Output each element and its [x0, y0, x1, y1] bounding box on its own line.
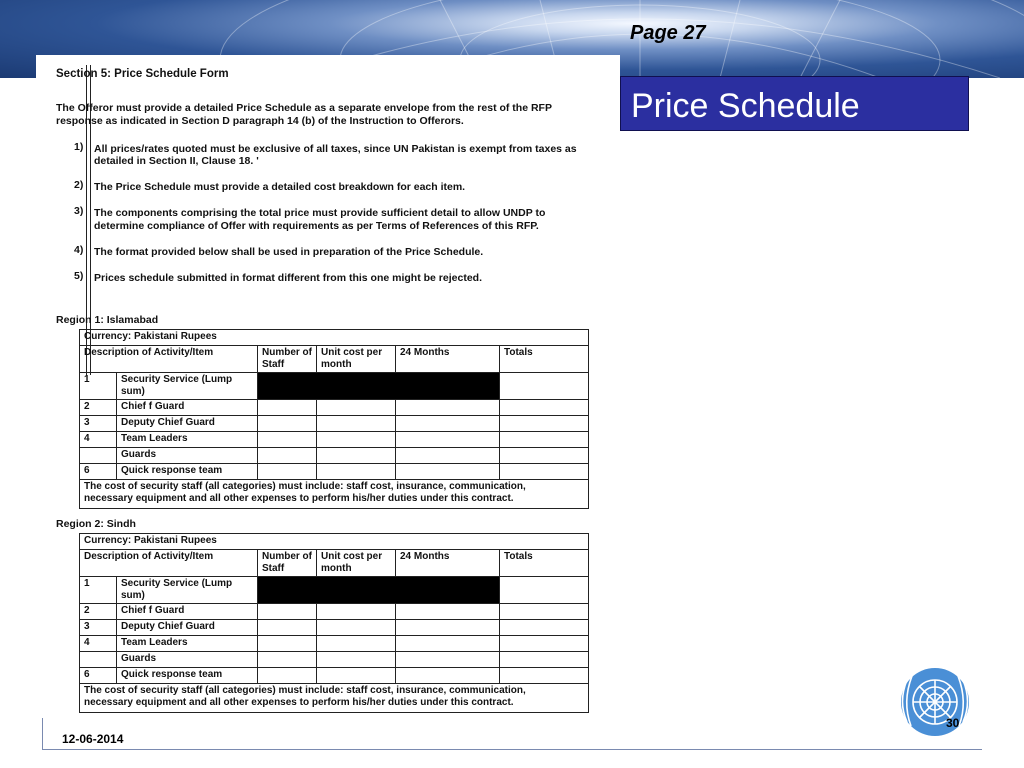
total-cell	[500, 373, 589, 400]
intro-line: response as indicated in Section D paragraph 14 (b) of the Instruction to Offerors.	[56, 115, 464, 127]
row-number	[80, 652, 117, 668]
region-title: Region 2: Sindh	[56, 518, 136, 530]
row-item: Chief f Guard	[117, 604, 258, 620]
slide-title: Price Schedule	[631, 87, 860, 125]
note-line: The cost of security staff (all categories) must include: staff cost, insurance, communication,	[84, 481, 526, 492]
row-number: 4	[80, 432, 117, 448]
column-header: Number of Staff	[258, 346, 317, 373]
row-item: Guards	[117, 652, 258, 668]
table-row	[80, 432, 589, 448]
row-number: 6	[80, 464, 117, 480]
row-number: 1	[80, 577, 117, 604]
point-text: determine compliance of Offer with requirements as per Terms of References of this RFP.	[94, 220, 539, 232]
note-line: necessary equipment and all other expenses to perform his/her duties under this contract.	[84, 697, 514, 708]
point-text: The format provided below shall be used in preparation of the Price Schedule.	[94, 246, 484, 258]
price-table-region-2	[79, 533, 626, 713]
point-text: The components comprising the total price must provide sufficient detail to allow UNDP to	[94, 207, 546, 219]
row-number: 4	[80, 636, 117, 652]
column-header: Unit cost per month	[317, 550, 396, 577]
slide-number: 30	[946, 716, 960, 730]
row-number: 2	[80, 400, 117, 416]
column-header: Unit cost per month	[317, 346, 396, 373]
table-row	[80, 620, 589, 636]
table-row	[80, 448, 589, 464]
column-header: Totals	[500, 346, 589, 373]
column-header: Description of Activity/Item	[80, 346, 258, 373]
point-text: All prices/rates quoted must be exclusive of all taxes, since UN Pakistan is exempt from taxes as	[94, 143, 577, 155]
point-number: 2)	[74, 179, 84, 191]
table-note	[80, 684, 589, 713]
row-item: Team Leaders	[117, 636, 258, 652]
row-item: Guards	[117, 448, 258, 464]
table-row	[80, 652, 589, 668]
row-number: 3	[80, 416, 117, 432]
row-number: 3	[80, 620, 117, 636]
row-item: Deputy Chief Guard	[117, 620, 258, 636]
point-text: The Price Schedule must provide a detailed cost breakdown for each item.	[94, 181, 466, 193]
redacted-cell	[258, 577, 500, 604]
point-text: Prices schedule submitted in format different from this one might be rejected.	[94, 272, 482, 284]
title-box	[620, 76, 969, 131]
note-line: The cost of security staff (all categories) must include: staff cost, insurance, communication,	[84, 685, 526, 696]
table-row	[80, 373, 589, 400]
footer-divider	[42, 749, 982, 750]
column-header: Description of Activity/Item	[80, 550, 258, 577]
redacted-cell	[258, 373, 500, 400]
row-item: Team Leaders	[117, 432, 258, 448]
currency-label: Currency: Pakistani Rupees	[80, 330, 589, 346]
footer-date: 12-06-2014	[62, 732, 124, 746]
row-number	[80, 448, 117, 464]
row-item: Chief f Guard	[117, 400, 258, 416]
price-table-region-1	[79, 329, 626, 509]
footer-divider	[42, 718, 43, 750]
row-number: 2	[80, 604, 117, 620]
currency-label: Currency: Pakistani Rupees	[80, 534, 589, 550]
table-row	[80, 668, 589, 684]
table-note	[80, 480, 589, 509]
column-header: Totals	[500, 550, 589, 577]
row-item: Quick response team	[117, 668, 258, 684]
row-item: Security Service (Lump sum)	[117, 373, 258, 400]
row-item: Security Service (Lump sum)	[117, 577, 258, 604]
document-heading: Section 5: Price Schedule Form	[56, 68, 229, 80]
un-emblem-icon	[886, 664, 984, 744]
point-number: 5)	[74, 270, 84, 282]
table-row	[80, 604, 589, 620]
point-number: 1)	[74, 141, 84, 153]
table-row	[80, 636, 589, 652]
column-header: 24 Months	[396, 346, 500, 373]
point-number: 3)	[74, 205, 84, 217]
scanned-document	[36, 55, 620, 715]
note-line: necessary equipment and all other expenses to perform his/her duties under this contract.	[84, 493, 514, 504]
row-number: 1	[80, 373, 117, 400]
row-item: Quick response team	[117, 464, 258, 480]
table-row	[80, 416, 589, 432]
table-row	[80, 464, 589, 480]
row-item: Deputy Chief Guard	[117, 416, 258, 432]
point-text: detailed in Section II, Clause 18. '	[94, 155, 259, 167]
column-header: 24 Months	[396, 550, 500, 577]
total-cell	[500, 577, 589, 604]
table-row	[80, 400, 589, 416]
page-label: Page 27	[630, 22, 706, 44]
region-title: Region 1: Islamabad	[56, 314, 159, 326]
row-number: 6	[80, 668, 117, 684]
point-number: 4)	[74, 244, 84, 256]
table-row	[80, 577, 589, 604]
column-header: Number of Staff	[258, 550, 317, 577]
intro-line: The Offeror must provide a detailed Price Schedule as a separate envelope from the rest of the RFP	[56, 102, 552, 114]
